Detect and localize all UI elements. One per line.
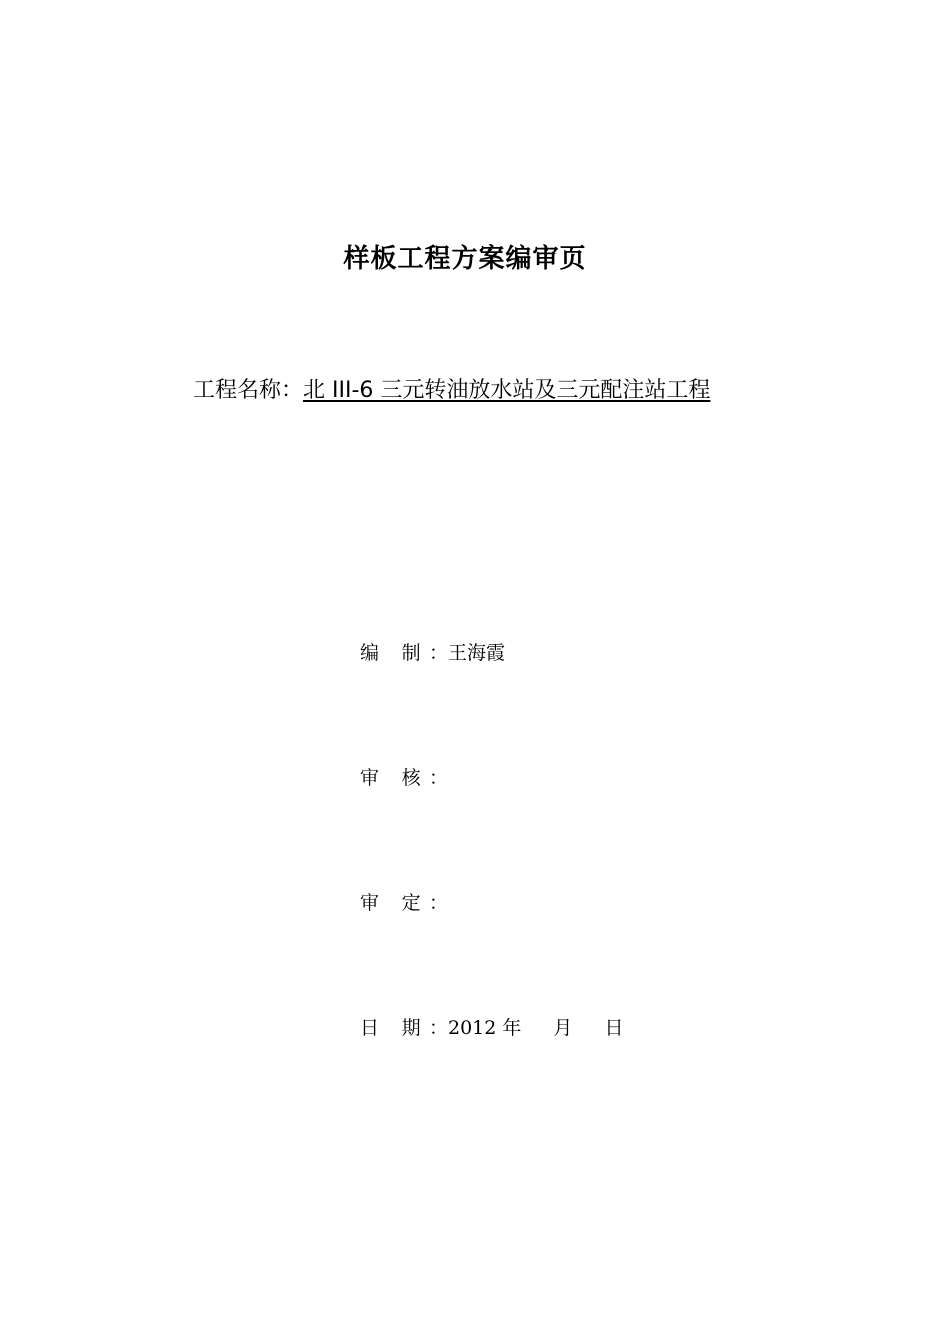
date-year-value: 2012 (448, 1017, 497, 1039)
page-title: 样板工程方案编审页 (343, 244, 587, 274)
date-month-unit: 月 (553, 1017, 573, 1039)
date-day-unit: 日 (604, 1017, 624, 1039)
date-field (360, 1013, 623, 1040)
author-value: 王海霞 (448, 642, 506, 664)
author-label: 编 制： (360, 642, 448, 664)
project-name-line (193, 373, 710, 404)
project-name-value: 北 III-6 三元转油放水站及三元配注站工程 (303, 378, 711, 403)
project-label: 工程名称： (193, 378, 304, 403)
author-field (360, 638, 505, 665)
reviewer-label: 审 核： (360, 767, 448, 789)
date-year-unit: 年 (502, 1017, 522, 1039)
reviewer-field (360, 763, 448, 790)
date-label: 日 期： (360, 1017, 448, 1039)
approver-label: 审 定： (360, 892, 448, 914)
approver-field (360, 888, 448, 915)
